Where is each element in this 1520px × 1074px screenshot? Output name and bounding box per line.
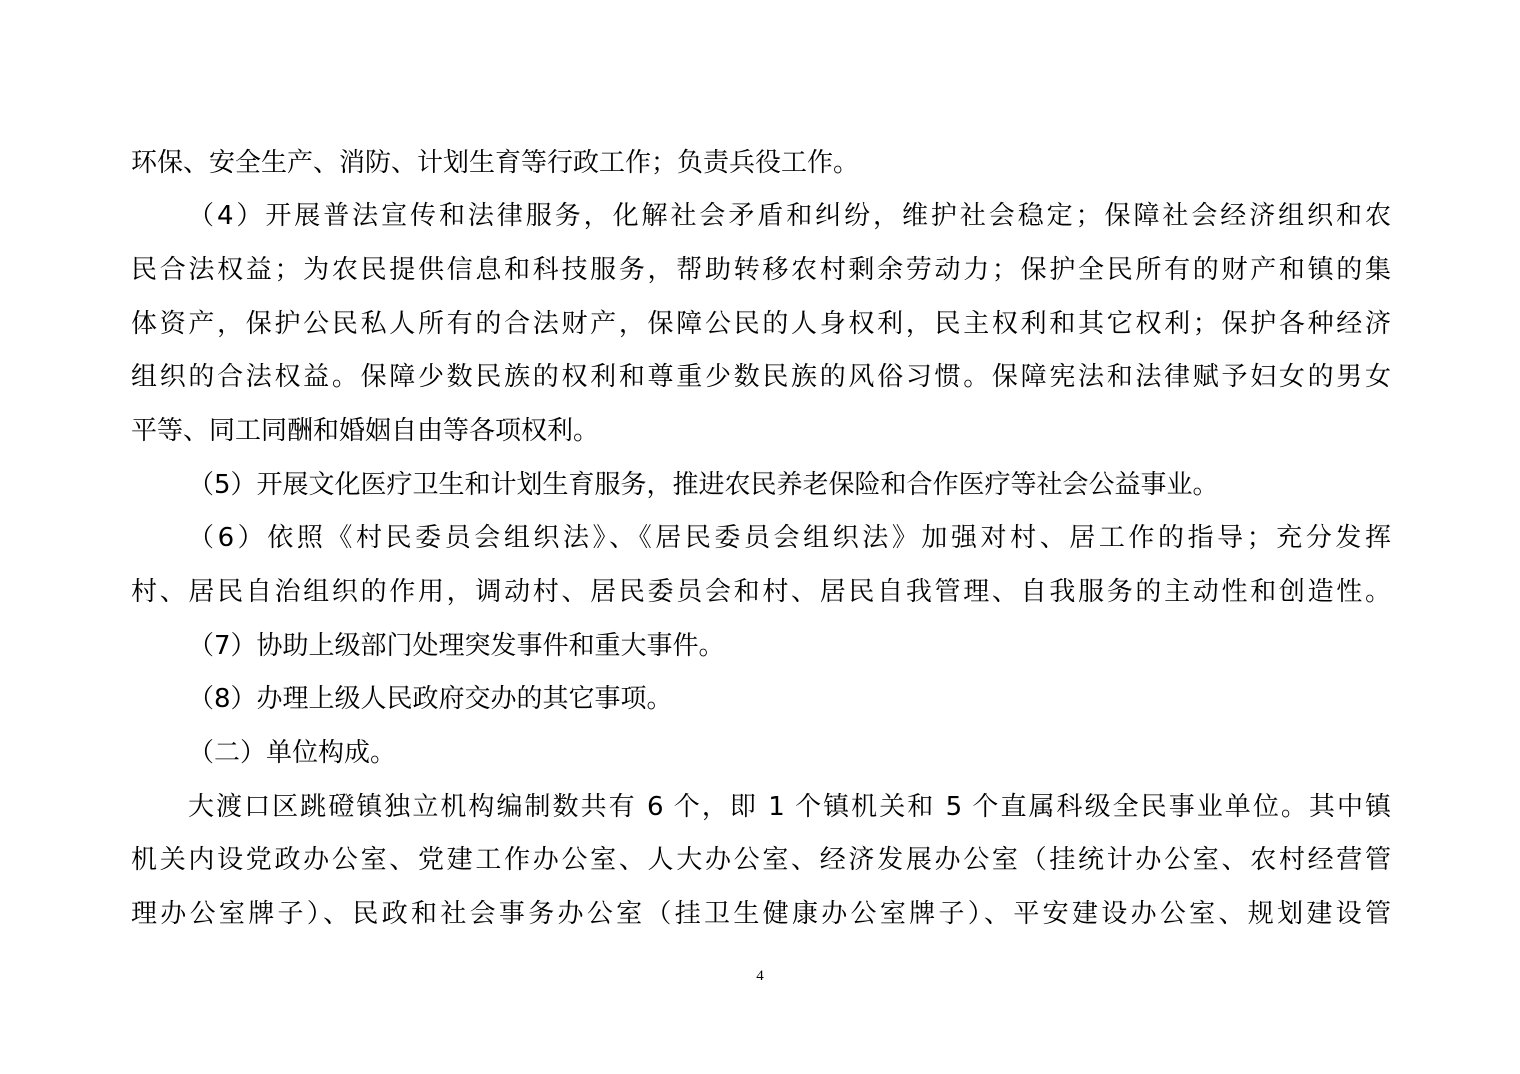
paragraph-line: 环保、安全生产、消防、计划生育等行政工作；负责兵役工作。 bbox=[131, 148, 860, 178]
paragraph-line: （7）协助上级部门处理突发事件和重大事件。 bbox=[188, 631, 725, 661]
paragraph-line: （8）办理上级人民政府交办的其它事项。 bbox=[188, 684, 673, 714]
paragraph-line: 体资产，保护公民私人所有的合法财产，保障公民的人身权利，民主权利和其它权利；保护各种经济 bbox=[131, 309, 1391, 339]
paragraph-line: （5）开展文化医疗卫生和计划生育服务，推进农民养老保险和合作医疗等社会公益事业。 bbox=[188, 470, 1219, 500]
paragraph-line: 民合法权益；为农民提供信息和科技服务，帮助转移农村剩余劳动力；保护全民所有的财产和镇的集 bbox=[131, 255, 1391, 285]
section-heading: （二）单位构成。 bbox=[188, 738, 397, 768]
paragraph-line: 大渡口区跳磴镇独立机构编制数共有 6 个，即 1 个镇机关和 5 个直属科级全民事业单位。其中镇 bbox=[188, 792, 1391, 822]
paragraph-line: 机关内设党政办公室、党建工作办公室、人大办公室、经济发展办公室（挂统计办公室、农村经营管 bbox=[131, 845, 1391, 875]
paragraph-line: （4）开展普法宣传和法律服务，化解社会矛盾和纠纷，维护社会稳定；保障社会经济组织和农 bbox=[188, 201, 1391, 231]
paragraph-line: 村、居民自治组织的作用，调动村、居民委员会和村、居民自我管理、自我服务的主动性和创造性。 bbox=[131, 577, 1391, 607]
paragraph-line: （6）依照《村民委员会组织法》、《居民委员会组织法》加强对村、居工作的指导；充分发挥 bbox=[188, 523, 1391, 553]
page-number: 4 bbox=[756, 968, 764, 984]
paragraph-line: 组织的合法权益。保障少数民族的权利和尊重少数民族的风俗习惯。保障宪法和法律赋予妇女的男女 bbox=[131, 362, 1391, 392]
paragraph-line: 理办公室牌子）、民政和社会事务办公室（挂卫生健康办公室牌子）、平安建设办公室、规划建设管 bbox=[131, 899, 1391, 929]
paragraph-line: 平等、同工同酬和婚姻自由等各项权利。 bbox=[131, 416, 600, 446]
